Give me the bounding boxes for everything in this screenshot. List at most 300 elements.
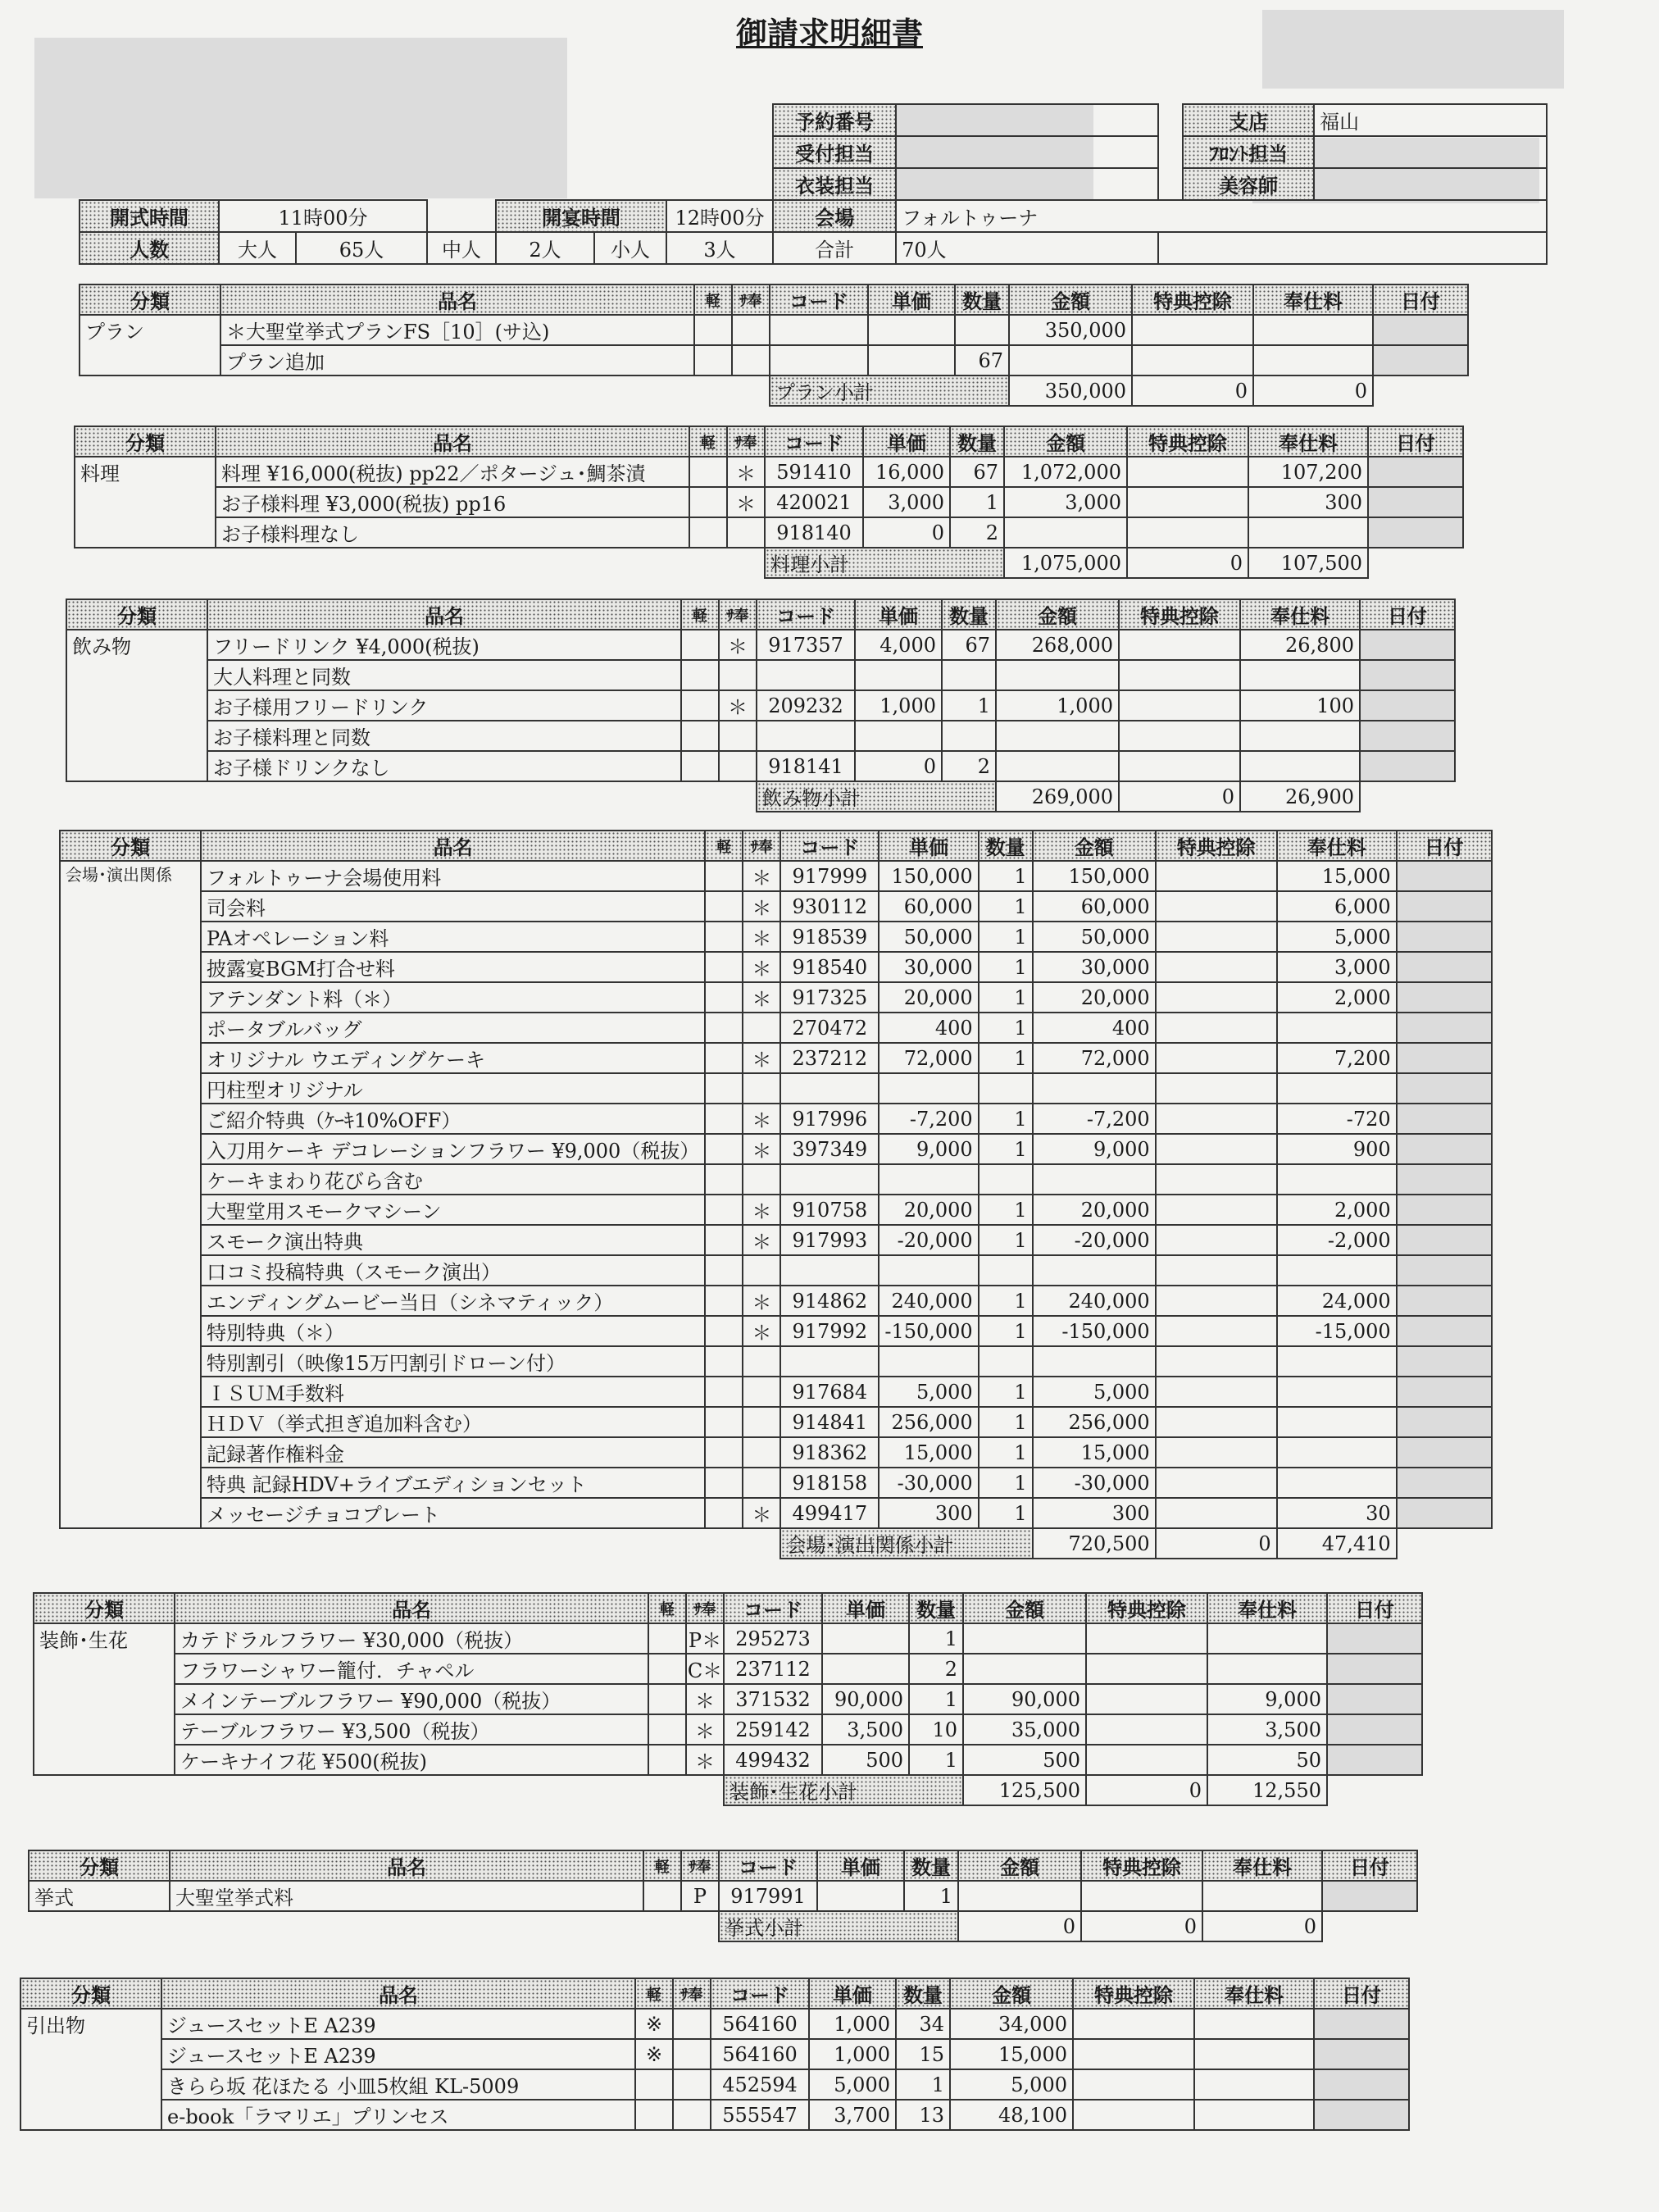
quantity (942, 660, 996, 690)
amount: 268,000 (996, 630, 1119, 660)
header-service-mark: ｻ奉 (727, 426, 765, 457)
header-code: コード (719, 1850, 817, 1881)
date-cell (1397, 1316, 1492, 1346)
service-mark (743, 1255, 780, 1286)
front-value (1314, 136, 1547, 168)
unit-price (868, 345, 955, 375)
amount: 500 (963, 1745, 1086, 1775)
amount (963, 1654, 1086, 1684)
item-name: テーブルフラワー ¥3,500（税抜） (175, 1714, 648, 1745)
subtotal-service-fee: 0 (1253, 375, 1373, 406)
amount: 30,000 (1033, 952, 1156, 982)
amount: 400 (1033, 1013, 1156, 1043)
item-code (780, 1346, 879, 1377)
light-tax-mark (681, 630, 719, 660)
unit-price (855, 721, 942, 751)
benefit-deduction (1086, 1623, 1207, 1654)
table-row (29, 1881, 1417, 1911)
service-fee (1277, 1377, 1397, 1407)
service-fee (1277, 1073, 1397, 1104)
item-name: お子様ドリンクなし (207, 751, 681, 781)
header-amount: 金額 (950, 1978, 1073, 2009)
item-code (770, 315, 868, 345)
light-tax-mark (705, 1407, 743, 1437)
quantity: 1 (979, 1316, 1033, 1346)
subtotal-label: 装飾･生花小計 (724, 1775, 963, 1805)
amount (996, 751, 1119, 781)
service-mark: ＊ (743, 1195, 780, 1225)
subtotal-label: プラン小計 (770, 375, 1009, 406)
service-fee (1277, 1468, 1397, 1498)
category-label: 装飾･生花 (34, 1623, 175, 1775)
date-cell (1327, 1745, 1422, 1775)
quantity: 1 (979, 1225, 1033, 1255)
service-fee (1253, 315, 1373, 345)
header-name: 品名 (216, 426, 689, 457)
header-date: 日付 (1360, 599, 1455, 630)
subtotal-row (34, 1775, 1422, 1805)
subtotal-amount: 1,075,000 (1004, 548, 1127, 578)
subtotal-benefit: 0 (1119, 781, 1240, 812)
date-cell (1397, 1377, 1492, 1407)
benefit-deduction (1156, 1104, 1277, 1134)
table-row (34, 1745, 1422, 1775)
quantity (979, 1255, 1033, 1286)
item-name: お子様料理 ¥3,000(税抜) pp16 (216, 487, 689, 517)
table-row (60, 1377, 1492, 1407)
service-mark: ＊ (743, 1498, 780, 1528)
service-mark (743, 1437, 780, 1468)
item-name: ジュースセットE A239 (161, 2009, 635, 2039)
benefit-deduction (1073, 2100, 1194, 2130)
service-mark: ＊ (686, 1684, 724, 1714)
benefit-deduction (1156, 1043, 1277, 1073)
header-service-mark: ｻ奉 (673, 1978, 711, 2009)
service-mark (743, 1377, 780, 1407)
light-tax-mark (705, 861, 743, 891)
service-mark (743, 1164, 780, 1195)
amount: 150,000 (1033, 861, 1156, 891)
amount: 3,000 (1004, 487, 1127, 517)
light-tax-mark (705, 1498, 743, 1528)
unit-price: 1,000 (855, 690, 942, 721)
date-cell (1397, 1407, 1492, 1437)
front-label: ﾌﾛﾝﾄ担当 (1183, 136, 1314, 168)
header-benefit: 特典控除 (1073, 1978, 1194, 2009)
date-cell (1397, 1225, 1492, 1255)
item-name: ジュースセットE A239 (161, 2039, 635, 2069)
unit-price (879, 1255, 978, 1286)
date-cell (1397, 1195, 1492, 1225)
light-tax-mark (648, 1745, 686, 1775)
service-fee (1202, 1881, 1322, 1911)
item-code: 918141 (757, 751, 855, 781)
light-tax-mark (705, 1073, 743, 1104)
item-name: 入刀用ケーキ デコレーションフラワー ¥9,000（税抜） (201, 1134, 705, 1164)
date-cell (1397, 1164, 1492, 1195)
item-name: メッセージチョコプレート (201, 1498, 705, 1528)
service-fee: 9,000 (1207, 1684, 1327, 1714)
benefit-deduction (1156, 952, 1277, 982)
date-cell (1397, 1255, 1492, 1286)
amount: 35,000 (963, 1714, 1086, 1745)
benefit-deduction (1081, 1881, 1202, 1911)
item-code: 237212 (780, 1043, 879, 1073)
unit-price: 4,000 (855, 630, 942, 660)
header-qty: 数量 (942, 599, 996, 630)
item-code: 591410 (765, 457, 863, 487)
item-name: 特別割引（映像15万円割引ドローン付） (201, 1346, 705, 1377)
amount: 5,000 (1033, 1377, 1156, 1407)
table-row (60, 922, 1492, 952)
date-cell (1360, 660, 1455, 690)
item-code: 914841 (780, 1407, 879, 1437)
subtotal-benefit: 0 (1086, 1775, 1207, 1805)
header-light: 軽 (648, 1593, 686, 1623)
header-code: コード (724, 1593, 822, 1623)
quantity: 1 (909, 1684, 963, 1714)
item-code: 914862 (780, 1286, 879, 1316)
service-mark: ＊ (719, 630, 757, 660)
date-cell (1397, 891, 1492, 922)
header-unit-price: 単価 (817, 1850, 904, 1881)
subtotal-label: 会場･演出関係小計 (780, 1528, 1032, 1559)
header-service-fee: 奉仕料 (1248, 426, 1368, 457)
service-mark: ＊ (743, 1316, 780, 1346)
unit-price: 3,500 (822, 1714, 909, 1745)
header-amount: 金額 (1033, 831, 1156, 861)
subtotal-amount: 350,000 (1009, 375, 1132, 406)
quantity: 1 (909, 1623, 963, 1654)
header-service-fee: 奉仕料 (1194, 1978, 1314, 2009)
item-code: 918362 (780, 1437, 879, 1468)
service-fee: 7,200 (1277, 1043, 1397, 1073)
header-service-mark: ｻ奉 (681, 1850, 719, 1881)
subtotal-service-fee: 12,550 (1207, 1775, 1327, 1805)
unit-price: 1,000 (809, 2009, 896, 2039)
light-tax-mark (635, 2100, 673, 2130)
header-service-fee: 奉仕料 (1253, 284, 1373, 315)
header-code: コード (711, 1978, 809, 2009)
quantity: 1 (979, 1013, 1033, 1043)
quantity: 1 (979, 952, 1033, 982)
header-date: 日付 (1368, 426, 1463, 457)
service-mark: ＊ (743, 1134, 780, 1164)
service-mark: ＊ (727, 487, 765, 517)
header-code: コード (757, 599, 855, 630)
benefit-deduction (1156, 1407, 1277, 1437)
service-fee (1207, 1654, 1327, 1684)
benefit-deduction (1156, 1073, 1277, 1104)
unit-price: 3,000 (863, 487, 950, 517)
light-tax-mark (705, 982, 743, 1013)
light-tax-mark: ※ (635, 2009, 673, 2039)
date-cell (1397, 1073, 1492, 1104)
service-mark (743, 1468, 780, 1498)
amount: 256,000 (1033, 1407, 1156, 1437)
service-fee: -15,000 (1277, 1316, 1397, 1346)
benefit-deduction (1073, 2009, 1194, 2039)
benefit-deduction (1156, 1316, 1277, 1346)
item-code: 917325 (780, 982, 879, 1013)
date-cell (1314, 2009, 1409, 2039)
header-amount: 金額 (1009, 284, 1132, 315)
unit-price: -30,000 (879, 1468, 978, 1498)
item-name: 記録著作権料金 (201, 1437, 705, 1468)
amount (996, 721, 1119, 751)
unit-price (822, 1623, 909, 1654)
header-qty: 数量 (896, 1978, 950, 2009)
table-row (60, 952, 1492, 982)
reservation-no-label: 予約番号 (773, 104, 896, 136)
header-light: 軽 (705, 831, 743, 861)
item-name: 特別特典（＊） (201, 1316, 705, 1346)
item-name: きらら坂 花ほたる 小皿5枚組 KL-5009 (161, 2069, 635, 2100)
item-code: 397349 (780, 1134, 879, 1164)
item-code: 917357 (757, 630, 855, 660)
light-tax-mark (648, 1623, 686, 1654)
table-row (75, 487, 1463, 517)
category-label: 飲み物 (66, 630, 207, 781)
subtotal-label: 料理小計 (765, 548, 1004, 578)
amount: 50,000 (1033, 922, 1156, 952)
table-row (80, 315, 1468, 345)
service-mark (719, 721, 757, 751)
item-code (770, 345, 868, 375)
service-fee: 2,000 (1277, 1195, 1397, 1225)
light-tax-mark (635, 2069, 673, 2100)
subtotal-benefit: 0 (1081, 1911, 1202, 1941)
light-tax-mark (643, 1881, 681, 1911)
service-fee: 107,200 (1248, 457, 1368, 487)
header-benefit: 特典控除 (1156, 831, 1277, 861)
benefit-deduction (1132, 345, 1253, 375)
item-code: 918158 (780, 1468, 879, 1498)
header-unit-price: 単価 (822, 1593, 909, 1623)
item-code (780, 1164, 879, 1195)
table-row (60, 1134, 1492, 1164)
adult-label: 大人 (219, 232, 296, 264)
light-tax-mark (705, 922, 743, 952)
header-category: 分類 (29, 1850, 170, 1881)
amount (996, 660, 1119, 690)
item-name: フリードリンク ¥4,000(税抜) (207, 630, 681, 660)
header-amount: 金額 (958, 1850, 1081, 1881)
date-cell (1397, 861, 1492, 891)
item-name: ケーキまわり花びら含む (201, 1164, 705, 1195)
table-row (20, 2100, 1409, 2130)
table-row (60, 1225, 1492, 1255)
amount: 5,000 (950, 2069, 1073, 2100)
total-label: 合計 (773, 232, 896, 264)
date-cell (1373, 345, 1468, 375)
item-code: 918539 (780, 922, 879, 952)
count-label: 人数 (80, 232, 219, 264)
table-row (60, 1104, 1492, 1134)
service-fee (1277, 1346, 1397, 1377)
unit-price: 400 (879, 1013, 978, 1043)
reservation-no-value (896, 104, 1158, 136)
header-name: 品名 (161, 1978, 635, 2009)
date-cell (1397, 952, 1492, 982)
service-fee (1240, 751, 1360, 781)
date-cell (1360, 630, 1455, 660)
amount: -7,200 (1033, 1104, 1156, 1134)
venue-value: フォルトゥーナ (896, 200, 1547, 232)
item-name: 大人料理と同数 (207, 660, 681, 690)
benefit-deduction (1156, 861, 1277, 891)
item-name: 円柱型オリジナル (201, 1073, 705, 1104)
date-cell (1397, 1013, 1492, 1043)
unit-price: 500 (822, 1745, 909, 1775)
subtotal-service-fee: 47,410 (1277, 1528, 1397, 1559)
service-fee (1194, 2009, 1314, 2039)
item-name: ポータブルバッグ (201, 1013, 705, 1043)
service-mark: ＊ (743, 982, 780, 1013)
table-row (60, 861, 1492, 891)
amount (1009, 345, 1132, 375)
costume-value (896, 168, 1158, 200)
date-cell (1397, 1498, 1492, 1528)
date-cell (1360, 751, 1455, 781)
unit-price: -150,000 (879, 1316, 978, 1346)
header-category: 分類 (60, 831, 201, 861)
benefit-deduction (1156, 1134, 1277, 1164)
amount: 72,000 (1033, 1043, 1156, 1073)
item-name: PAオペレーション料 (201, 922, 705, 952)
light-tax-mark (705, 1286, 743, 1316)
service-mark (673, 2009, 711, 2039)
service-fee (1240, 660, 1360, 690)
item-name: ＨＤＶ（挙式担ぎ追加料含む） (201, 1407, 705, 1437)
quantity: 67 (950, 457, 1004, 487)
item-code: 270472 (780, 1013, 879, 1043)
service-fee (1277, 1013, 1397, 1043)
header-qty: 数量 (909, 1593, 963, 1623)
beautician-value (1314, 168, 1547, 200)
header-light: 軽 (681, 599, 719, 630)
table-row (60, 1437, 1492, 1468)
light-tax-mark (648, 1654, 686, 1684)
benefit-deduction (1156, 1468, 1277, 1498)
item-code: 917992 (780, 1316, 879, 1346)
benefit-deduction (1073, 2069, 1194, 2100)
service-fee: 15,000 (1277, 861, 1397, 891)
header-benefit: 特典控除 (1086, 1593, 1207, 1623)
amount: -150,000 (1033, 1316, 1156, 1346)
subtotal-row (75, 548, 1463, 578)
light-tax-mark (705, 1104, 743, 1134)
benefit-deduction (1156, 922, 1277, 952)
amount: 350,000 (1009, 315, 1132, 345)
unit-price: 0 (855, 751, 942, 781)
benefit-deduction (1156, 1286, 1277, 1316)
benefit-deduction (1086, 1684, 1207, 1714)
table-row (60, 1043, 1492, 1073)
benefit-deduction (1156, 1255, 1277, 1286)
quantity: 1 (979, 1468, 1033, 1498)
table-row (60, 1498, 1492, 1528)
item-code: 918540 (780, 952, 879, 982)
item-name: スモーク演出特典 (201, 1225, 705, 1255)
date-cell (1397, 1346, 1492, 1377)
light-tax-mark (689, 517, 727, 548)
header-unit-price: 単価 (868, 284, 955, 315)
amount (1033, 1073, 1156, 1104)
header-date: 日付 (1373, 284, 1468, 315)
item-name: 司会料 (201, 891, 705, 922)
benefit-deduction (1156, 982, 1277, 1013)
subtotal-row (80, 375, 1468, 406)
benefit-deduction (1156, 1346, 1277, 1377)
item-code: 420021 (765, 487, 863, 517)
unit-price (822, 1654, 909, 1684)
quantity: 1 (979, 982, 1033, 1013)
item-name: 大聖堂挙式料 (170, 1881, 643, 1911)
item-name: 口コミ投稿特典（スモーク演出） (201, 1255, 705, 1286)
quantity (979, 1164, 1033, 1195)
item-code: 237112 (724, 1654, 822, 1684)
item-code: 917993 (780, 1225, 879, 1255)
service-fee: 3,500 (1207, 1714, 1327, 1745)
service-mark (743, 1346, 780, 1377)
subtotal-amount: 720,500 (1033, 1528, 1156, 1559)
light-tax-mark (648, 1714, 686, 1745)
header-amount: 金額 (1004, 426, 1127, 457)
table-row (60, 1195, 1492, 1225)
light-tax-mark (705, 1013, 743, 1043)
header-name: 品名 (220, 284, 694, 315)
header-date: 日付 (1322, 1850, 1417, 1881)
quantity: 67 (942, 630, 996, 660)
amount: 48,100 (950, 2100, 1073, 2130)
quantity: 34 (896, 2009, 950, 2039)
subtotal-row (66, 781, 1455, 812)
unit-price: 300 (879, 1498, 978, 1528)
quantity (979, 1073, 1033, 1104)
service-mark: ＊ (686, 1745, 724, 1775)
category-label: 挙式 (29, 1881, 170, 1911)
subtotal-service-fee: 107,500 (1248, 548, 1368, 578)
service-mark (743, 1407, 780, 1437)
unit-price: 72,000 (879, 1043, 978, 1073)
benefit-deduction (1119, 690, 1240, 721)
header-service-mark: ｻ奉 (686, 1593, 724, 1623)
unit-price: 3,700 (809, 2100, 896, 2130)
benefit-deduction (1156, 1013, 1277, 1043)
item-code: 371532 (724, 1684, 822, 1714)
amount: 300 (1033, 1498, 1156, 1528)
service-mark: ＊ (727, 457, 765, 487)
light-tax-mark (689, 487, 727, 517)
table-row (66, 690, 1455, 721)
date-cell (1314, 2069, 1409, 2100)
item-code: 917991 (719, 1881, 817, 1911)
date-cell (1327, 1714, 1422, 1745)
item-code: 295273 (724, 1623, 822, 1654)
light-tax-mark (705, 1437, 743, 1468)
item-code: 209232 (757, 690, 855, 721)
benefit-deduction (1156, 1195, 1277, 1225)
category-label: プラン (80, 315, 220, 375)
header-service-fee: 奉仕料 (1240, 599, 1360, 630)
banquet-time-label: 開宴時間 (496, 200, 666, 232)
unit-price: 50,000 (879, 922, 978, 952)
quantity: 1 (979, 1437, 1033, 1468)
service-fee: 2,000 (1277, 982, 1397, 1013)
header-qty: 数量 (955, 284, 1009, 315)
light-tax-mark: ※ (635, 2039, 673, 2069)
